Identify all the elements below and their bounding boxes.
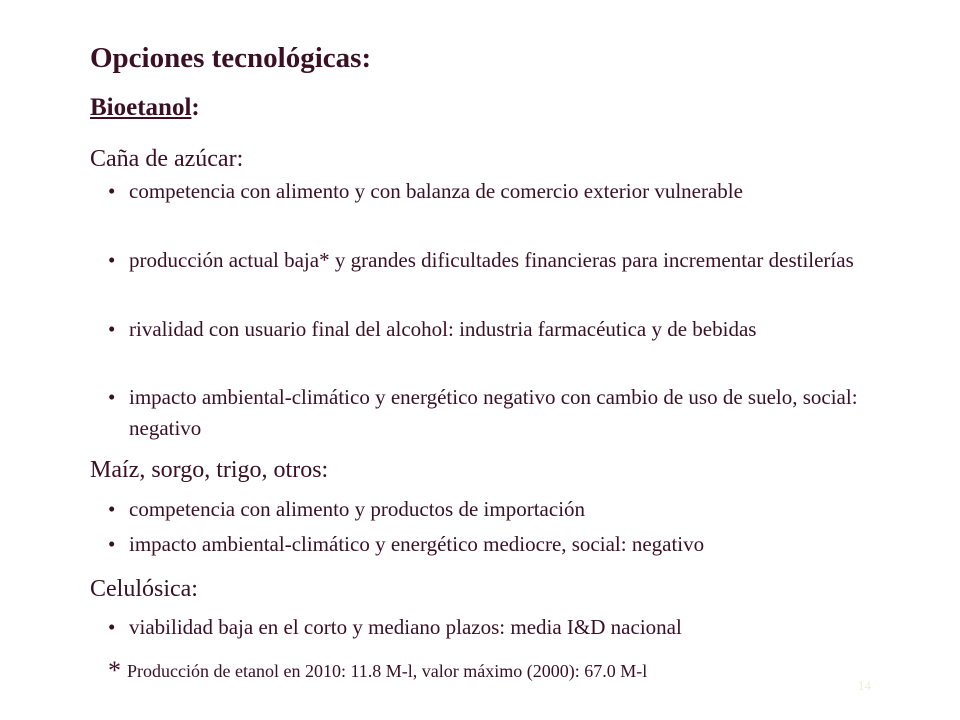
bullet-text: producción actual baja* y grandes dificultades financieras para incrementar destilerías bbox=[129, 248, 854, 272]
subtitle-underlined-text: Bioetanol bbox=[90, 94, 192, 121]
bullet-text: impacto ambiental-climático y energético mediocre, social: negativo bbox=[129, 532, 705, 556]
bullet-text: impacto ambiental-climático y energético negativo con cambio de uso de suelo, social: negativo bbox=[129, 385, 858, 440]
bullet-text: viabilidad baja en el corto y mediano plazos: media I&D nacional bbox=[129, 615, 682, 639]
bullet-item bbox=[108, 612, 898, 643]
section-heading-maiz: Maíz, sorgo, trigo, otros: bbox=[90, 457, 329, 483]
bullet-item bbox=[108, 176, 898, 207]
bullet-icon: • bbox=[108, 248, 116, 272]
bullet-icon: • bbox=[108, 179, 116, 203]
page-number: 14 bbox=[858, 678, 871, 693]
bullet-icon: • bbox=[108, 615, 116, 639]
footnote bbox=[108, 656, 647, 686]
bullet-text: rivalidad con usuario final del alcohol: industria farmacéutica y de bebidas bbox=[129, 317, 757, 341]
bullet-item bbox=[108, 382, 898, 444]
section-heading-celulosica: Celulósica: bbox=[90, 576, 198, 602]
slide-subtitle bbox=[90, 94, 200, 122]
bullet-icon: • bbox=[108, 385, 116, 409]
slide-title: Opciones tecnológicas: bbox=[90, 42, 372, 74]
bullet-text: competencia con alimento y productos de importación bbox=[129, 497, 586, 521]
bullet-item bbox=[108, 529, 898, 560]
bullet-item bbox=[108, 314, 898, 345]
bullet-icon: • bbox=[108, 532, 116, 556]
subtitle-colon: : bbox=[191, 94, 200, 121]
bullet-item bbox=[108, 494, 898, 525]
footnote-marker: * bbox=[108, 656, 121, 685]
bullet-icon: • bbox=[108, 317, 116, 341]
bullet-text: competencia con alimento y con balanza de comercio exterior vulnerable bbox=[129, 179, 743, 203]
section-heading-cana: Caña de azúcar: bbox=[90, 146, 244, 172]
footnote-text: Producción de etanol en 2010: 11.8 M-l, valor máximo (2000): 67.0 M-l bbox=[127, 661, 648, 681]
bullet-icon: • bbox=[108, 497, 116, 521]
bullet-item bbox=[108, 245, 898, 276]
